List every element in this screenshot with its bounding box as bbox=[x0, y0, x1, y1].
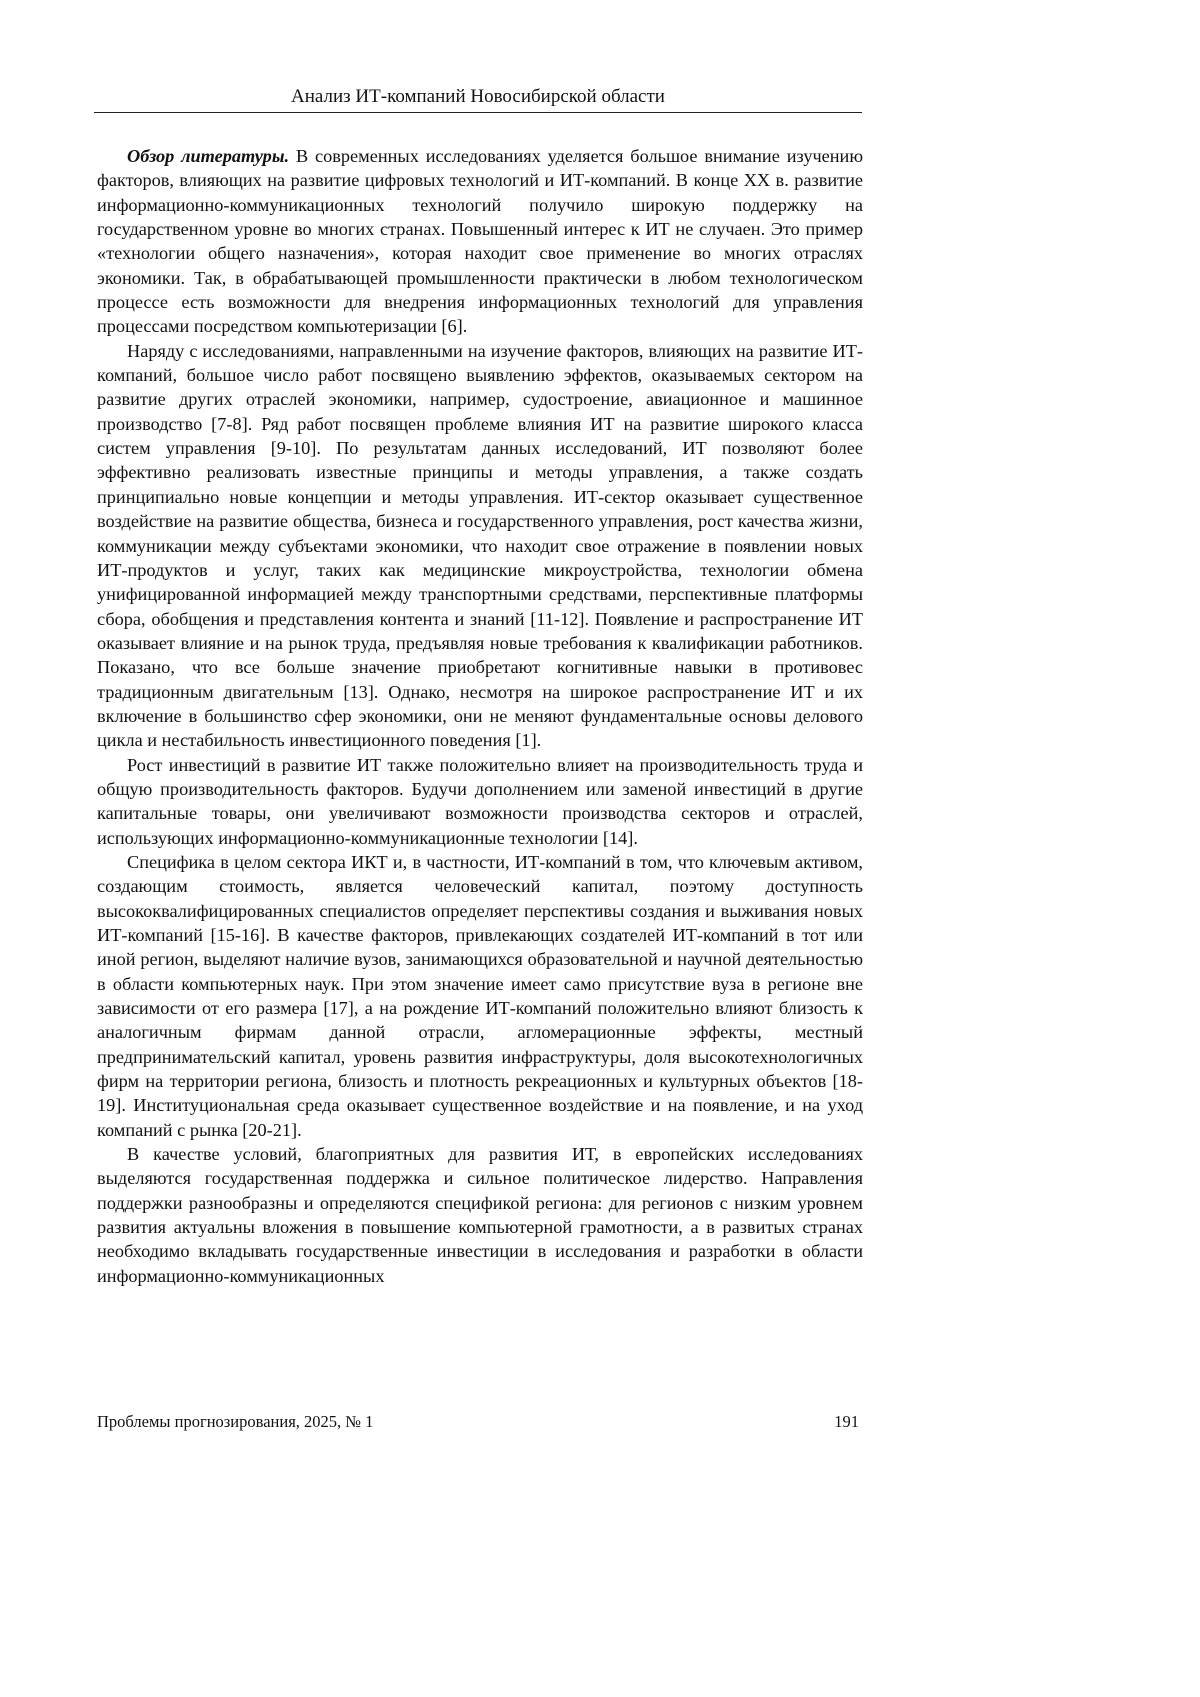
page-number: 191 bbox=[834, 1412, 859, 1431]
footer-journal-citation: Проблемы прогнозирования, 2025, № 1 bbox=[97, 1412, 374, 1431]
article-body bbox=[97, 144, 863, 1288]
paragraph-text: В современных исследованиях уделяется большое внимание изучению факторов, влияющих на развитие цифровых технологий и ИТ-компаний. В конце XX в. развитие информационно-коммуникационных технологий получило широкую поддержку на государственном уровне во многих странах. Повышенный интерес к ИТ не случаен. Это пример «технологии общего назначения», которая находит свое применение во многих отраслях экономики. Так, в обрабатывающей промышленности практически в любом технологическом процессе есть возможности для внедрения информационных технологий для управления процессами посредством компьютеризации [6]. bbox=[97, 146, 863, 337]
running-title: Анализ ИТ-компаний Новосибирской области bbox=[291, 86, 665, 107]
paragraph-it-investment: Рост инвестиций в развитие ИТ также положительно влияет на производительность труда и общую производительность факторов. Будучи дополнением или заменой инвестиций в другие капитальные товары, они увеличивают возможности производства секторов и отраслей, использующих информационно-коммуникационные технологии [14]. bbox=[97, 754, 863, 848]
paragraph-literature-review bbox=[97, 144, 863, 339]
paragraph-ict-specifics: Специфика в целом сектора ИКТ и, в частности, ИТ-компаний в том, что ключевым активом, создающим стоимость, является человеческий капитал, поэтому доступность высококвалифицированных специалистов определяет перспективы создания и выживания новых ИТ-компаний [15-16]. В качестве факторов, привлекающих создателей ИТ-компаний в тот или иной регион, выделяют наличие вузов, занимающихся образовательной и научной деятельностью в области компьютерных наук. При этом значение имеет само присутствие вуза в регионе вне зависимости от его размера [17], а на рождение ИТ-компаний положительно влияют близость к аналогичным фирмам данной отрасли, агломерационные эффекты, местный предпринимательский капитал, уровень развития инфраструктуры, доля высокотехнологичных фирм на территории региона, близость и плотность рекреационных и культурных объектов [18-19]. Институциональная среда оказывает существенное воздействие и на появление, и на уход компаний с рынка [20-21]. bbox=[97, 851, 863, 1140]
section-lead-heading: Обзор литературы. bbox=[127, 146, 290, 166]
paragraph-it-effects: Наряду с исследованиями, направленными на изучение факторов, влияющих на развитие ИТ-компаний, большое число работ посвящено выявлению эффектов, оказываемых сектором на развитие других отраслей экономики, например, судостроение, авиационное и машинное производство [7-8]. Ряд работ посвящен проблеме влияния ИТ на развитие широкого класса систем управления [9-10]. По результатам данных исследований, ИТ позволяют более эффективно реализовать известные принципы и методы управления, а также создать принципиально новые концепции и методы управления. ИТ-сектор оказывает существенное воздействие на развитие общества, бизнеса и государственного управления, рост качества жизни, коммуникации между субъектами экономики, что находит свое отражение в появлении новых ИТ-продуктов и услуг, таких как медицинские микроустройства, технологии обмена унифицированной информацией между транспортными средствами, перспективные платформы сбора, обобщения и представления контента и знаний [11-12]. Появление и распространение ИТ оказывает влияние и на рынок труда, предъявляя новые требования к квалификации работников. Показано, что все больше значение приобретают когнитивные навыки в противовес традиционным двигательным [13]. Однако, несмотря на широкое распространение ИТ и их включение в большинство сфер экономики, они не меняют фундаментальные основы делового цикла и нестабильность инвестиционного поведения [1]. bbox=[97, 340, 863, 751]
running-header bbox=[94, 86, 862, 113]
paragraph-favorable-conditions: В качестве условий, благоприятных для развития ИТ, в европейских исследованиях выделяются государственная поддержка и сильное политическое лидерство. Направления поддержки разнообразны и определяются спецификой региона: для регионов с низким уровнем развития актуальны вложения в повышение компьютерной грамотности, а в развитых странах необходимо вкладывать государственные инвестиции в исследования и разработки в области информационно-коммуникационных bbox=[97, 1144, 863, 1286]
